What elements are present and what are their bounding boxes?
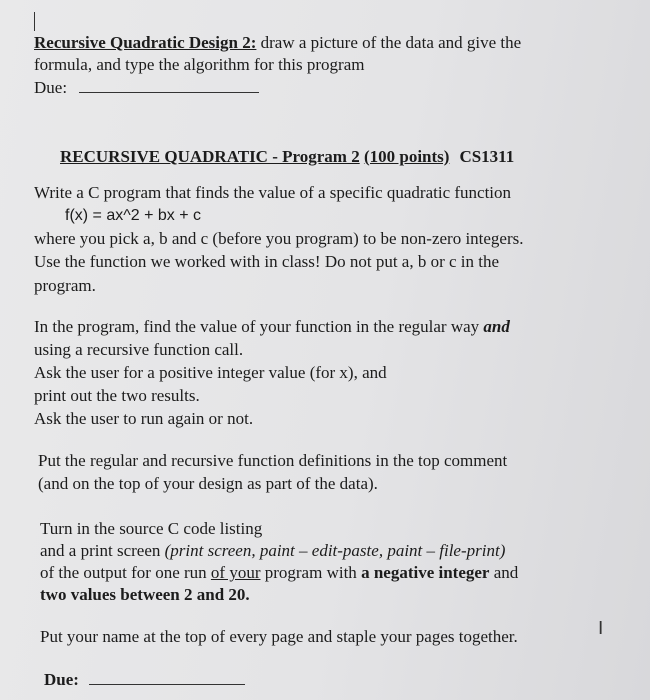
program-points: (100 points) [363, 147, 450, 166]
para4-line4: two values between 2 and 20. [40, 585, 250, 604]
design-line2: formula, and type the algorithm for this program [34, 55, 365, 74]
para1-line5: program. [34, 276, 96, 295]
text-cursor [34, 12, 35, 31]
para4-line3c: program with [260, 563, 362, 582]
footer-due [44, 670, 245, 690]
para2-line2: using a recursive function call. [34, 340, 244, 359]
due-label: Due: [34, 78, 68, 97]
para4-line1: Turn in the source C code listing [40, 519, 263, 538]
para4-line3d: a negative integer [361, 563, 490, 582]
para4-line3 [40, 563, 518, 583]
design-title-line [34, 33, 521, 53]
ibeam-cursor-icon: I [598, 618, 604, 639]
para4-line2b: (print screen, paint – edit-paste, paint – file-print) [164, 541, 506, 560]
footer-due-blank [89, 670, 245, 685]
para3-line1: Put the regular and recursive function definitions in the top comment [38, 451, 508, 470]
program-heading [60, 147, 514, 167]
program-course: CS1311 [459, 147, 515, 166]
para4-line3e: and [489, 563, 519, 582]
para4-line2a: and a print screen [40, 541, 165, 560]
para1-formula: f(x) = ax^2 + bx + c [65, 207, 202, 224]
design-title-rest: draw a picture of the data and give the [256, 33, 522, 52]
para4-line2 [40, 541, 505, 561]
due-blank [79, 78, 259, 93]
para1-line4: Use the function we worked with in class! Do not put a, b or c in the [34, 252, 500, 271]
design-due [34, 78, 259, 98]
design-title: Recursive Quadratic Design 2: [34, 33, 257, 52]
para5-line1: Put your name at the top of every page and staple your pages together. [40, 627, 518, 646]
footer-due-label: Due: [44, 670, 79, 689]
program-heading-text: RECURSIVE QUADRATIC - Program 2 [60, 147, 360, 166]
para2-line1 [34, 317, 510, 337]
para2-line1-text: In the program, find the value of your function in the regular way [34, 317, 480, 336]
para4-line3a: of the output for one run [40, 563, 211, 582]
para2-line5: Ask the user to run again or not. [34, 409, 254, 428]
para2-line3: Ask the user for a positive integer value (for x), and [34, 363, 387, 382]
para3-line2: (and on the top of your design as part of the data). [38, 474, 378, 493]
para2-and: and [483, 317, 510, 336]
para2-line4: print out the two results. [34, 386, 200, 405]
para1-line1: Write a C program that finds the value of a specific quadratic function [34, 183, 512, 202]
para4-line3b: of your [210, 563, 261, 582]
para1-line3: where you pick a, b and c (before you program) to be non-zero integers. [34, 229, 524, 248]
